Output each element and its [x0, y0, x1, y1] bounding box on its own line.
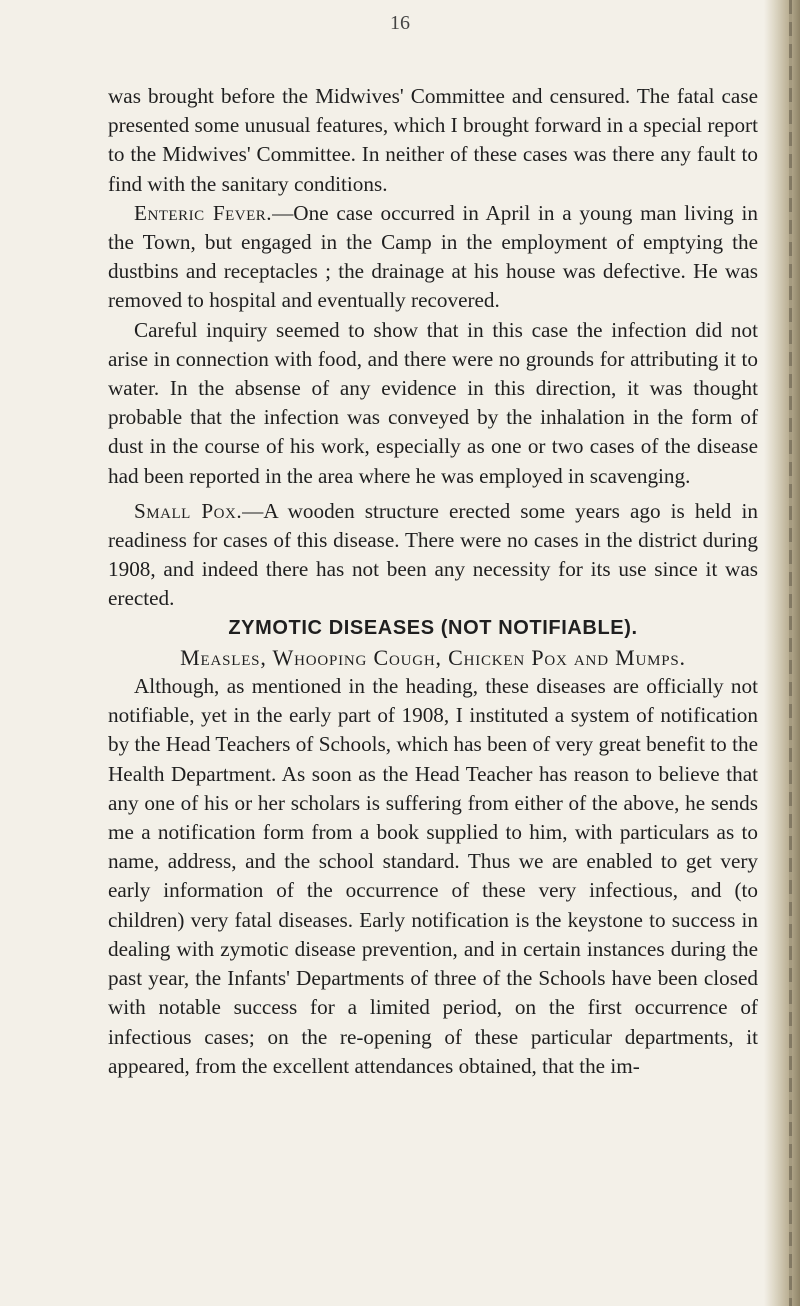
- small-pox-lead: Small Pox.: [134, 498, 243, 523]
- page-edge-shadow: [789, 0, 792, 1306]
- enteric-fever-body: —One case occurred in April in a young man living in the Town, but engaged in the Camp in the employment of emptying the dustbins and receptacles ; the drainage at his house was defective. He was removed to hospital and eventually recovered.: [108, 200, 758, 313]
- enteric-fever-lead: Enteric Fever.: [134, 200, 273, 225]
- small-pox-body: —A wooden structure erected some years ago is held in readiness for cases of this disease. There were no cases in the district during 1908, and indeed there has not been any necessity for its use since it was erected.: [108, 498, 758, 611]
- paragraph-notification: Although, as mentioned in the heading, these diseases are officially not notifiable, yet in the early part of 1908, I instituted a system of notification by the Head Teachers of Schools, which has been of very great benefit to the Health Department. As soon as the Head Teacher has reason to believe that any one of his or her scholars is suffering from either of the above, he sends me a notification form from a book supplied to him, with particulars as to name, address, and the school standard. Thus we are enabled to get very early information of the occurrence of these very infectious, and (to children) very fatal diseases. Early notification is the keystone to success in dealing with zymotic disease prevention, and in certain instances during the past year, the Infants' Departments of three of the Schools have been closed with notable success for a limited period, on the first occurrence of infectious cases; on the re-opening of these particular departments, it appeared, from the excellent attendances obtained, that the im-: [108, 674, 758, 1078]
- page-edge: [764, 0, 800, 1306]
- paragraph-enteric-fever: [108, 199, 758, 316]
- page-body: [108, 82, 758, 1081]
- paragraph-inquiry: Careful inquiry seemed to show that in this case the infection did not arise in connection with food, and there were no grounds for attributing it to water. In the absense of any evidence in this direction, it was thought probable that the infection was conveyed by the inhalation in the form of dust in the course of his work, especially as one or two cases of the disease had been reported in the area where he was employed in scavenging.: [108, 317, 758, 488]
- paragraph-midwives: was brought before the Midwives' Committee and censured. The fatal case presented some unusual features, which I brought forward in a special report to the Midwives' Committee. In neither of these cases was there any fault to find with the sanitary conditions.: [108, 84, 758, 196]
- paragraph-small-pox: [108, 497, 758, 614]
- section-subheading: Measles, Whooping Cough, Chicken Pox and Mumps.: [180, 644, 686, 670]
- section-heading: ZYMOTIC DISEASES (NOT NOTIFIABLE).: [228, 616, 638, 639]
- page-number: 16: [390, 12, 410, 34]
